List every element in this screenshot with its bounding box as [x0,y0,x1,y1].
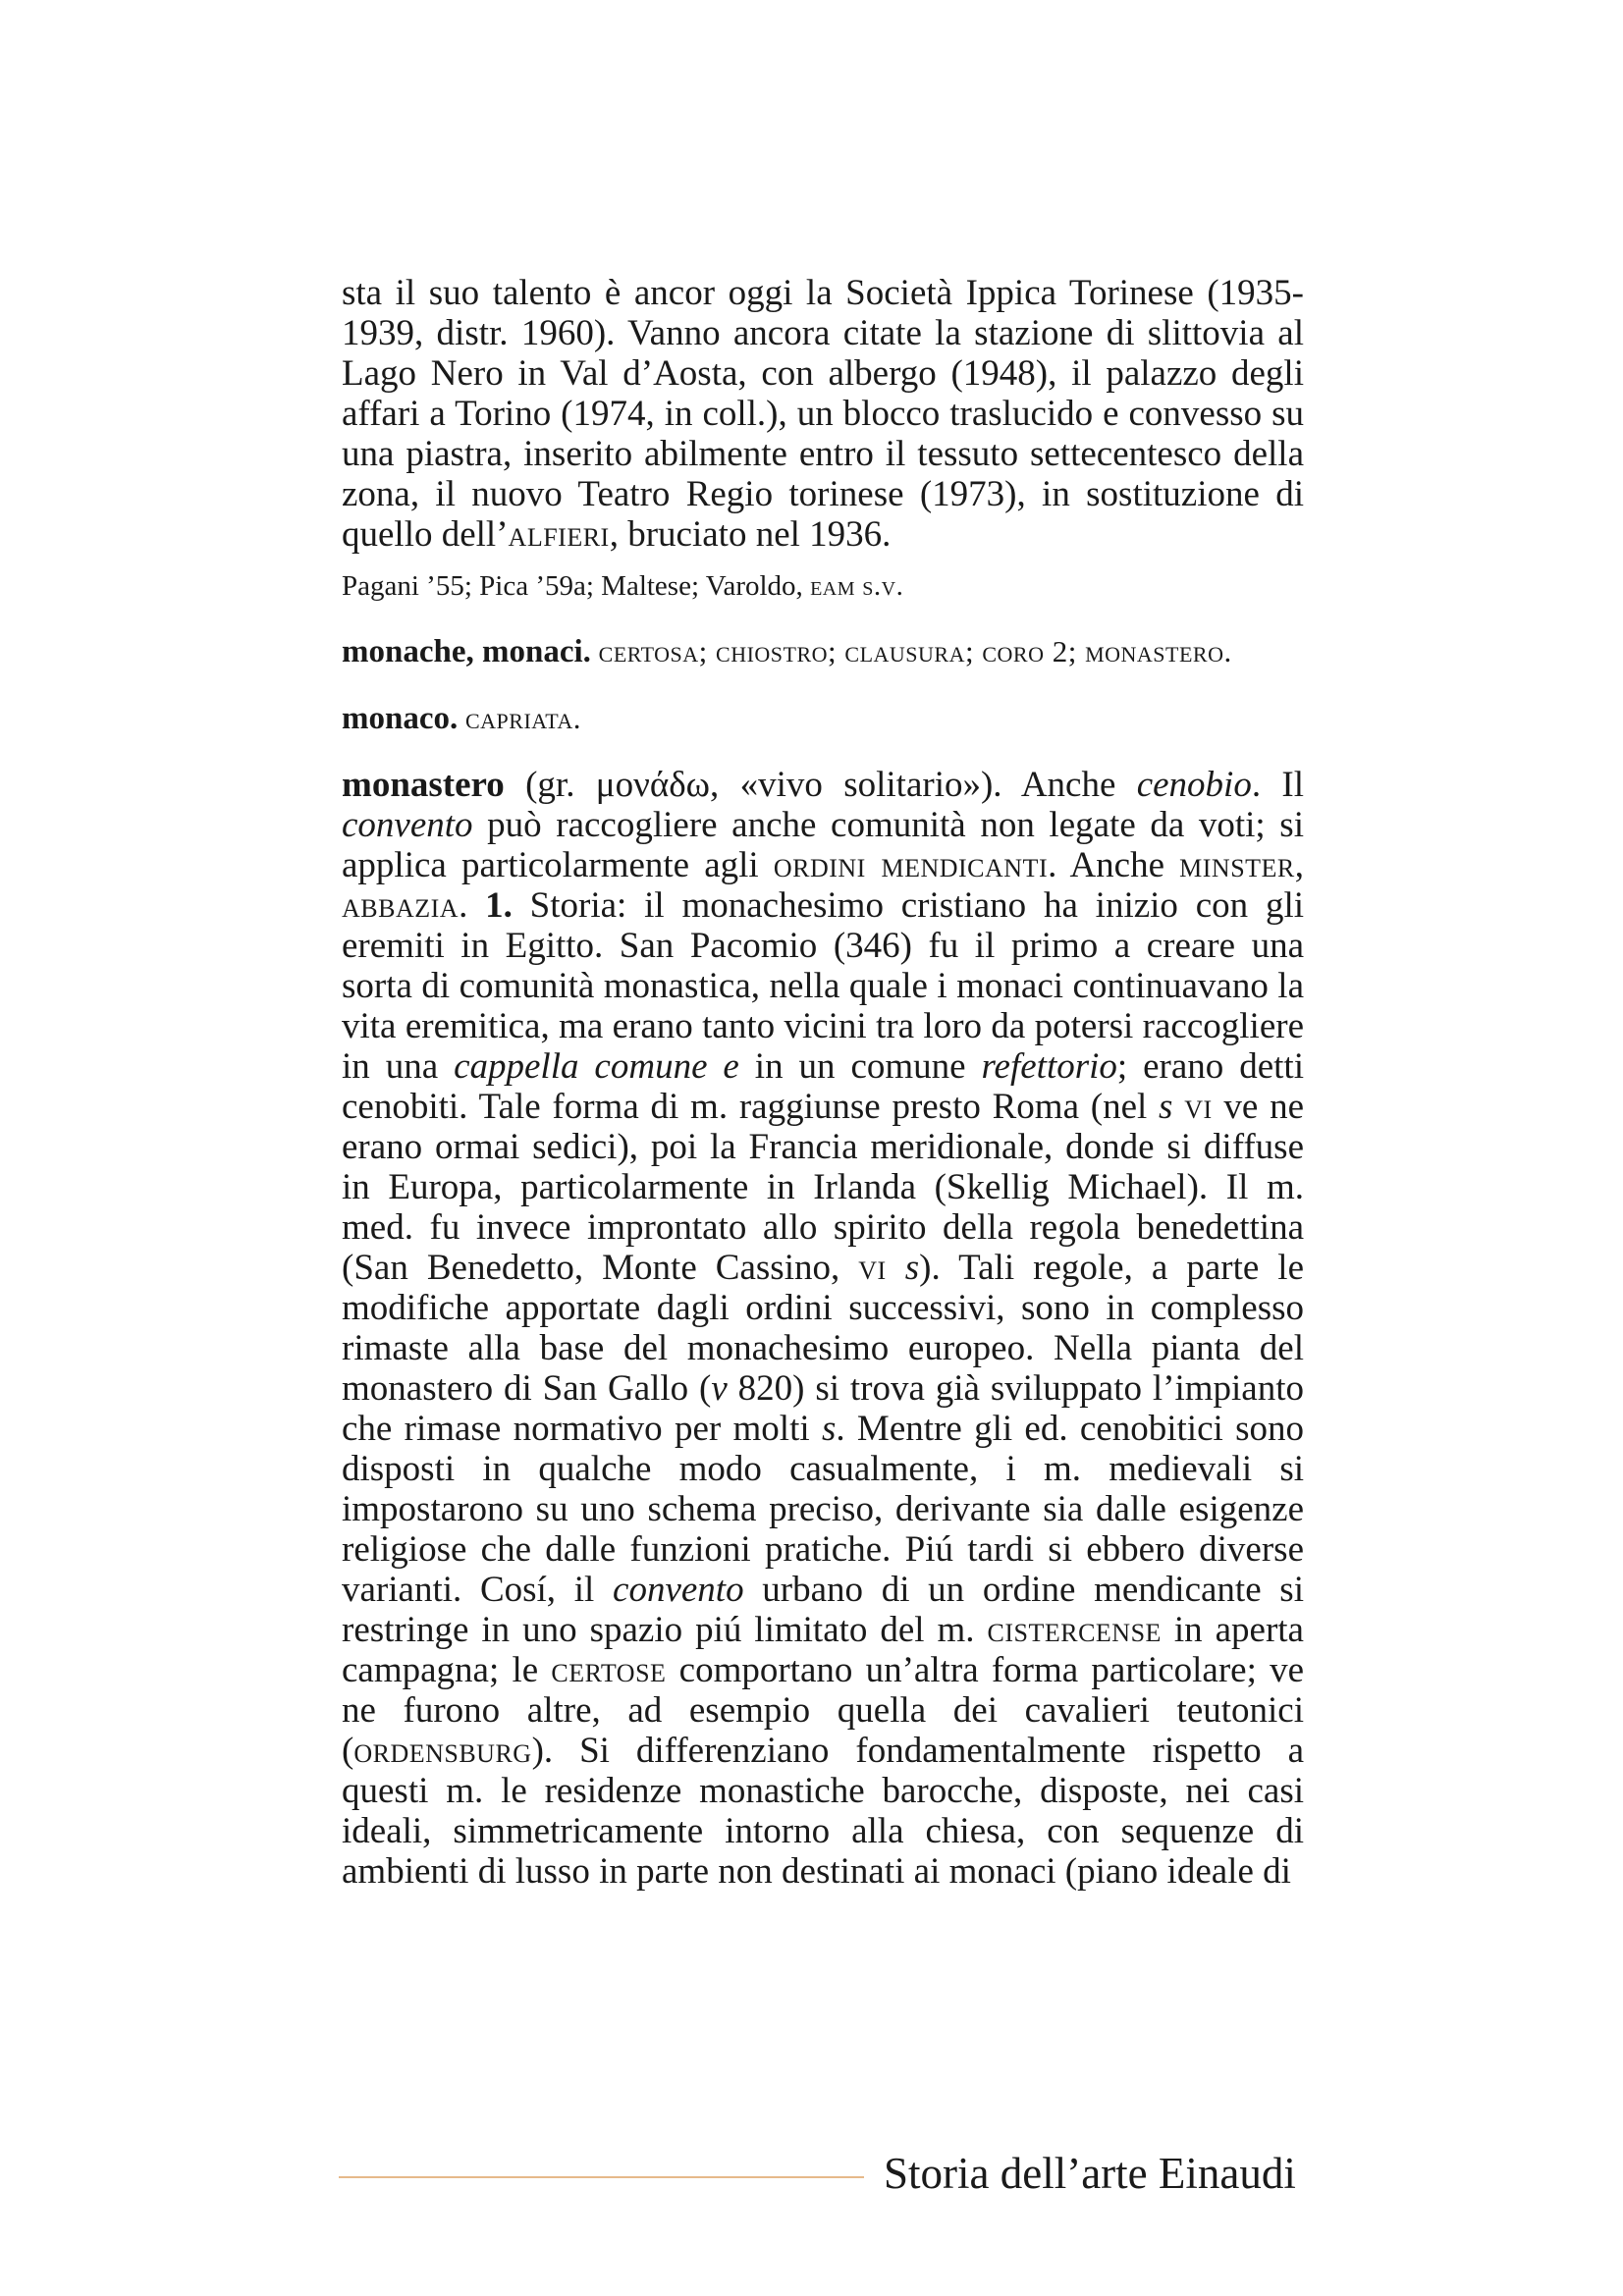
century-numeral: vi [1184,1087,1213,1127]
abbr-secolo: s [1159,1087,1173,1127]
xref-ordini-mendicanti[interactable]: ordini mendicanti [773,845,1049,885]
entry-text: ). Si differenziano fondamentalmente rispetto a questi m. le residenze monastiche barocche, disposte, nei casi ideali, simmetricamente intorno alla chiesa, con sequenze di ambienti di lusso in parte non destinati ai monaci (piano ideale di [342,1731,1304,1892]
entry-crossref[interactable]: certosa; chiostro; clausura; coro 2; monastero. [598,634,1232,668]
entry-headword: monache, monaci. [342,634,591,669]
entry-text: ). Tali regole, a parte le modifiche apportate dagli ordini successivi, sono in complesso rimaste alla base del monachesimo europeo. Nella pianta del monastero di San Gallo ( [342,1248,1305,1409]
footer-rule [339,2176,864,2178]
entry-text: . [459,885,486,926]
xref-ordensburg[interactable]: ordensburg [353,1731,532,1771]
term-refettorio: refettorio [981,1046,1117,1087]
footer-title: Storia dell’arte Einaudi [884,2149,1296,2198]
entry-text: , «vivo solitario»). Anche [710,765,1137,805]
xref-abbazia[interactable]: abbazia [342,885,460,926]
entry-text: in un comune [738,1046,982,1087]
xref-alfieri[interactable]: alfieri [508,514,610,555]
abbr-secolo: s [904,1248,920,1288]
entry-text: . Anche [1048,845,1180,885]
entry-text: ; erano detti cenobiti. Tale forma di m. raggiunse presto Roma (nel [342,1046,1304,1127]
entry-text: . Mentre gli ed. cenobitici sono disposti in qualche modo casualmente, i m. medievali si impostarono su uno schema preciso, derivante sia dalle esigenze religiose che dalle funzioni pratiche. Piú tardi si ebbero diverse varianti. Cosí, il [342,1409,1304,1610]
entry-text: , [1294,845,1305,885]
entry-text: . Il [1251,765,1304,805]
century-numeral: vi [858,1248,887,1288]
entry-text: può raccogliere anche comunità non legate da voti; si applica particolarmente agli [342,805,1304,885]
entry-text: (gr. [504,765,596,805]
references [342,568,1304,604]
entry-text: urbano di un ordine mendicante si restringe in uno spazio piú limitato del m. [342,1570,1304,1650]
entry-monastero [342,765,1304,1892]
entry-text: ve ne erano ormai sedici), poi la Francia meridionale, donde si diffuse in Europa, particolarmente in Irlanda (Skellig Michael). Il m. med. fu invece improntato allo spirito della regola benedettina (San Benedetto, Monte Cassino, [342,1087,1304,1288]
entry-headword: monastero [342,765,505,805]
term-convento: convento [613,1570,744,1610]
xref-cistercense[interactable]: cistercense [987,1610,1162,1650]
intro-paragraph [342,273,1304,555]
section-number: 1. [485,885,513,926]
greek-etymology: μονάδω [595,765,711,805]
term-convento: convento [342,805,473,845]
xref-certose[interactable]: certose [551,1650,667,1690]
references-text: Pagani ’55; Pica ’59a; Maltese; Varoldo, [342,570,811,602]
entry-headword: monaco. [342,701,459,736]
intro-text-end: , bruciato nel 1936. [609,514,892,555]
references-eam: eam [810,570,856,602]
xref-minster[interactable]: minster [1179,845,1295,885]
entry-crossref[interactable]: capriata. [465,701,582,735]
page-body [342,273,1304,1892]
abbr-secolo: s [821,1409,837,1449]
abbr-verso: v [711,1368,728,1409]
entry-monache [342,633,1304,670]
entry-text: in aperta campagna; le [342,1610,1304,1690]
references-sv: s.v. [862,570,904,602]
term-cenobio: cenobio [1136,765,1252,805]
entry-monaco [342,700,1304,737]
entry-text: 820) si trova già sviluppato l’impianto che rimase normativo per molti [342,1368,1304,1449]
entry-text: Storia: il monachesimo cristiano ha inizio con gli eremiti in Egitto. San Pacomio (346) fu il primo a creare una sorta di comunità monastica, nella quale i monaci continuavano la vita eremitica, ma erano tanto vicini tra loro da potersi raccogliere in una [342,885,1305,1087]
intro-text: sta il suo talento è ancor oggi la Società Ippica Torinese (1935-1939, distr. 1960). Vanno ancora citate la stazione di slittovia al Lago Nero in Val d’Aosta, con albergo (1948), il palazzo degli affari a Torino (1974, in coll.), un blocco traslucido e convesso su una piastra, inserito abilmente entro il tessuto settecentesco della zona, il nuovo Teatro Regio torinese (1973), in sostituzione di quello dell’ [342,273,1304,555]
term-cappella-comune: cappella comune e [454,1046,739,1087]
entry-text: comportano un’altra forma particolare; ve ne furono altre, ad esempio quella dei cavalieri teutonici ( [342,1650,1304,1771]
